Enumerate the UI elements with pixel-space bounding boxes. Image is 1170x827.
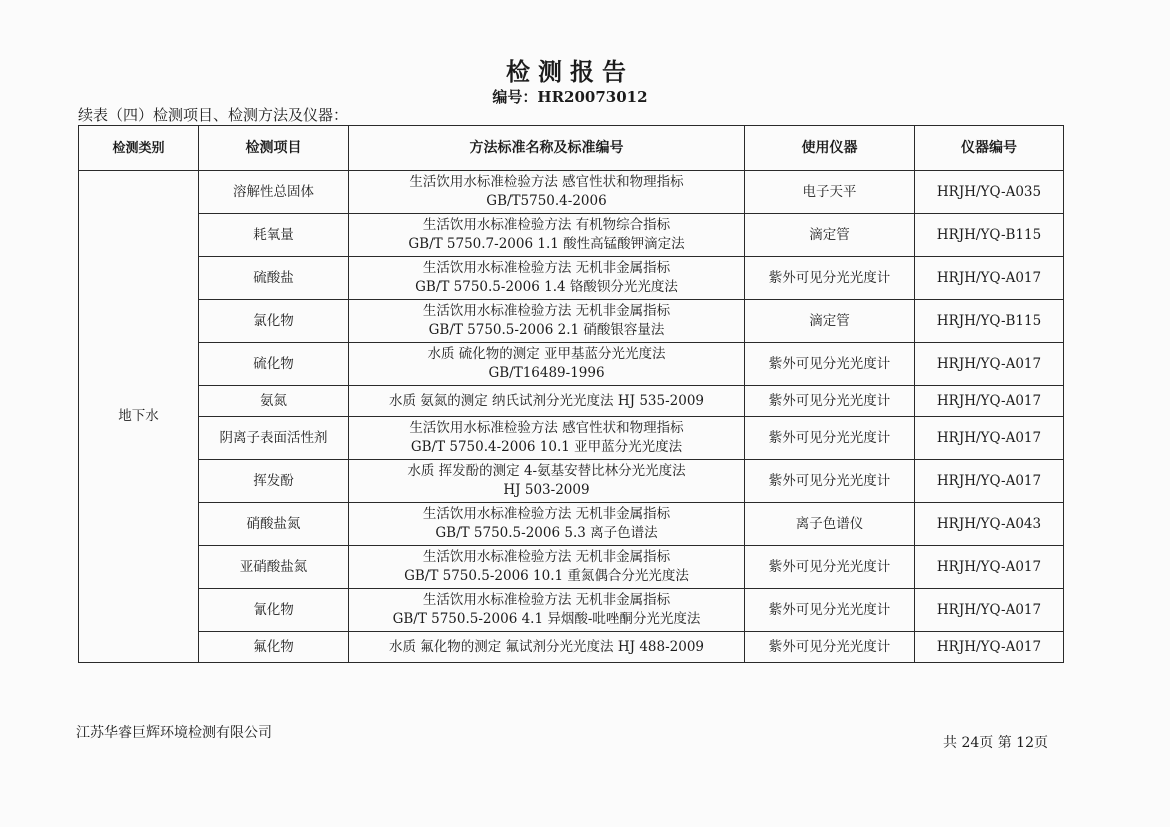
instrument-no-cell: HRJH/YQ-A017 — [915, 632, 1064, 663]
method-line: GB/T 5750.5-2006 2.1 硝酸银容量法 — [428, 322, 665, 338]
method-cell — [349, 417, 745, 460]
header-category: 检测类别 — [79, 126, 199, 171]
table-row — [79, 214, 1064, 257]
table-row — [79, 632, 1064, 663]
method-line: 生活饮用水标准检验方法 无机非金属指标 — [422, 549, 671, 565]
instrument-no-cell: HRJH/YQ-A017 — [915, 417, 1064, 460]
table-caption: 续表（四）检测项目、检测方法及仪器： — [78, 106, 349, 124]
method-line: 水质 氟化物的测定 氟试剂分光光度法 HJ 488-2009 — [388, 638, 705, 655]
instrument-cell: 紫外可见分光光度计 — [745, 460, 915, 503]
method-line: 生活饮用水标准检验方法 无机非金属指标 — [422, 303, 671, 319]
instrument-no-cell: HRJH/YQ-A017 — [915, 386, 1064, 417]
instrument-cell: 紫外可见分光光度计 — [745, 257, 915, 300]
item-cell: 溶解性总固体 — [199, 171, 349, 214]
method-cell — [349, 214, 745, 257]
instrument-cell: 紫外可见分光光度计 — [745, 386, 915, 417]
header-instrument-no: 仪器编号 — [915, 126, 1064, 171]
table-row — [79, 257, 1064, 300]
method-line: GB/T 5750.5-2006 1.4 铬酸钡分光光度法 — [415, 279, 678, 295]
instrument-no-cell: HRJH/YQ-A017 — [915, 343, 1064, 386]
method-line: 水质 氨氮的测定 纳氏试剂分光光度法 HJ 535-2009 — [388, 392, 705, 409]
table-row — [79, 503, 1064, 546]
method-line: GB/T 5750.5-2006 5.3 离子色谱法 — [435, 525, 658, 541]
instrument-no-cell: HRJH/YQ-B115 — [915, 214, 1064, 257]
table-header-row — [79, 126, 1064, 171]
method-cell — [349, 343, 745, 386]
category-cell: 地下水 — [79, 171, 199, 663]
instrument-no-cell: HRJH/YQ-A017 — [915, 460, 1064, 503]
method-cell — [349, 503, 745, 546]
instrument-cell: 滴定管 — [745, 214, 915, 257]
method-cell — [349, 300, 745, 343]
table-row — [79, 589, 1064, 632]
method-line: GB/T 5750.7-2006 1.1 酸性高锰酸钾滴定法 — [408, 236, 685, 252]
table-row — [79, 546, 1064, 589]
method-cell — [349, 386, 745, 417]
header-instrument: 使用仪器 — [745, 126, 915, 171]
instrument-cell: 离子色谱仪 — [745, 503, 915, 546]
method-cell — [349, 546, 745, 589]
instrument-no-cell: HRJH/YQ-A017 — [915, 546, 1064, 589]
method-line: 生活饮用水标准检验方法 感官性状和物理指标 — [409, 174, 684, 190]
report-title: 检测报告 — [506, 57, 634, 86]
item-cell: 氨氮 — [199, 386, 349, 417]
method-cell — [349, 460, 745, 503]
item-cell: 硫化物 — [199, 343, 349, 386]
instrument-no-cell: HRJH/YQ-A017 — [915, 589, 1064, 632]
item-cell: 氟化物 — [199, 632, 349, 663]
method-line: HJ 503-2009 — [503, 482, 590, 498]
instrument-no-cell: HRJH/YQ-B115 — [915, 300, 1064, 343]
method-line: 水质 挥发酚的测定 4-氨基安替比林分光光度法 — [407, 463, 686, 479]
instrument-no-cell: HRJH/YQ-A017 — [915, 257, 1064, 300]
method-table — [78, 125, 1064, 663]
item-cell: 亚硝酸盐氮 — [199, 546, 349, 589]
table-row — [79, 386, 1064, 417]
instrument-cell: 紫外可见分光光度计 — [745, 632, 915, 663]
instrument-cell: 滴定管 — [745, 300, 915, 343]
method-cell — [349, 257, 745, 300]
method-cell — [349, 171, 745, 214]
instrument-cell: 紫外可见分光光度计 — [745, 417, 915, 460]
table-row — [79, 417, 1064, 460]
instrument-cell: 紫外可见分光光度计 — [745, 343, 915, 386]
table-row — [79, 343, 1064, 386]
method-line: 生活饮用水标准检验方法 有机物综合指标 — [422, 217, 671, 233]
instrument-no-cell: HRJH/YQ-A043 — [915, 503, 1064, 546]
instrument-cell: 紫外可见分光光度计 — [745, 589, 915, 632]
header-method: 方法标准名称及标准编号 — [349, 126, 745, 171]
method-line: 生活饮用水标准检验方法 无机非金属指标 — [422, 260, 671, 276]
item-cell: 硫酸盐 — [199, 257, 349, 300]
method-line: 生活饮用水标准检验方法 感官性状和物理指标 — [409, 420, 684, 436]
method-line: GB/T16489-1996 — [488, 365, 605, 381]
method-line: GB/T 5750.5-2006 10.1 重氮偶合分光光度法 — [404, 568, 689, 584]
instrument-cell: 电子天平 — [745, 171, 915, 214]
method-line: GB/T5750.4-2006 — [486, 193, 607, 209]
footer-company: 江苏华睿巨辉环境检测有限公司 — [76, 725, 272, 741]
report-number: 编号：HR20073012 — [492, 88, 648, 106]
item-cell: 挥发酚 — [199, 460, 349, 503]
method-line: GB/T 5750.4-2006 10.1 亚甲蓝分光光度法 — [410, 439, 683, 455]
item-cell: 阴离子表面活性剂 — [199, 417, 349, 460]
item-cell: 硝酸盐氮 — [199, 503, 349, 546]
footer-page-info: 共 24页 第 12页 — [943, 735, 1048, 751]
method-line: 水质 硫化物的测定 亚甲基蓝分光光度法 — [427, 346, 666, 362]
item-cell: 氯化物 — [199, 300, 349, 343]
header-item: 检测项目 — [199, 126, 349, 171]
instrument-no-cell: HRJH/YQ-A035 — [915, 171, 1064, 214]
method-line: 生活饮用水标准检验方法 无机非金属指标 — [422, 592, 671, 608]
method-line: GB/T 5750.5-2006 4.1 异烟酸-吡唑酮分光光度法 — [392, 611, 701, 627]
method-line: 生活饮用水标准检验方法 无机非金属指标 — [422, 506, 671, 522]
item-cell: 耗氧量 — [199, 214, 349, 257]
table-row — [79, 460, 1064, 503]
method-cell — [349, 589, 745, 632]
instrument-cell: 紫外可见分光光度计 — [745, 546, 915, 589]
table-row — [79, 300, 1064, 343]
method-cell — [349, 632, 745, 663]
item-cell: 氰化物 — [199, 589, 349, 632]
table-row — [79, 171, 1064, 214]
